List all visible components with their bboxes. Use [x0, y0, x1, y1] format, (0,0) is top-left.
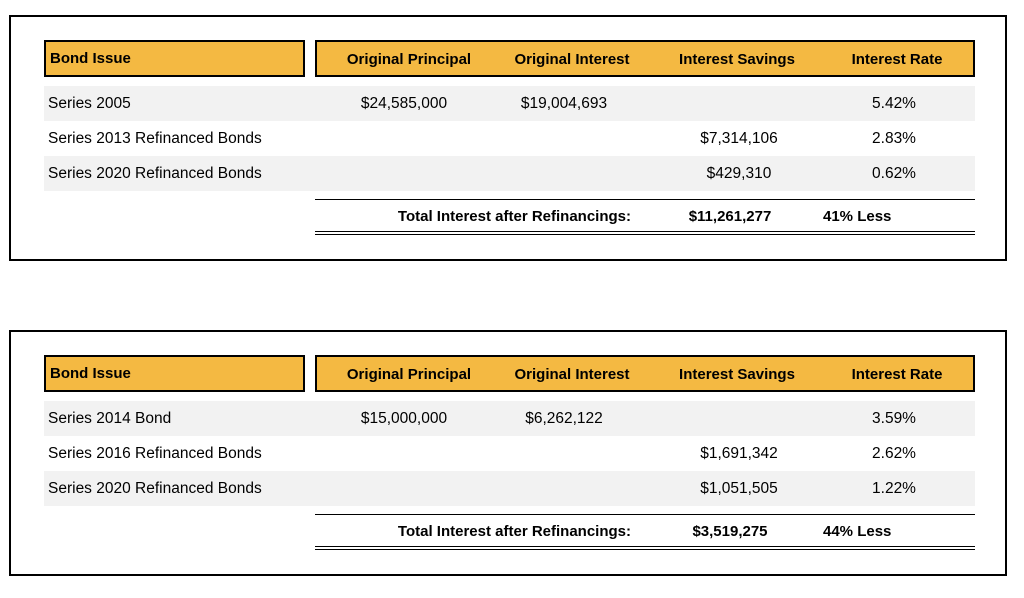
header-values	[315, 40, 975, 77]
bond-name: Series 2013 Refinanced Bonds	[48, 130, 262, 147]
total-percent-less: 44% Less	[823, 523, 892, 540]
total-row	[315, 199, 975, 235]
header-bond-issue	[44, 355, 305, 392]
original-interest: $6,262,122	[525, 410, 603, 427]
header-interest-rate: Interest Rate	[851, 51, 943, 68]
interest-rate: 2.62%	[872, 445, 916, 462]
header-values	[315, 355, 975, 392]
bond-table-2	[9, 330, 1007, 576]
original-principal: $15,000,000	[360, 410, 448, 427]
interest-savings: $1,051,505	[700, 480, 778, 497]
total-percent-less: 41% Less	[823, 208, 892, 225]
header-bond-issue-label: Bond Issue	[50, 50, 131, 67]
interest-rate: 2.83%	[872, 130, 916, 147]
bond-name: Series 2016 Refinanced Bonds	[48, 445, 262, 462]
header-original-interest: Original Interest	[514, 51, 630, 68]
interest-savings: $429,310	[706, 165, 772, 182]
original-interest: $19,004,693	[520, 95, 608, 112]
total-label: Total Interest after Refinancings:	[397, 523, 631, 540]
table-row	[44, 156, 975, 191]
bond-name: Series 2014 Bond	[48, 410, 172, 427]
table-row	[44, 121, 975, 156]
table-row	[44, 436, 975, 471]
interest-rate: 3.59%	[872, 410, 916, 427]
interest-rate: 1.22%	[872, 480, 916, 497]
bond-name: Series 2005	[48, 95, 131, 112]
header-bond-issue-label: Bond Issue	[50, 365, 131, 382]
header-interest-rate: Interest Rate	[851, 366, 943, 383]
header-interest-savings: Interest Savings	[679, 366, 795, 383]
table-row	[44, 471, 975, 506]
total-label: Total Interest after Refinancings:	[397, 208, 631, 225]
interest-savings: $1,691,342	[700, 445, 778, 462]
total-amount: $3,519,275	[692, 523, 768, 540]
interest-rate: 5.42%	[872, 95, 916, 112]
header-bond-issue	[44, 40, 305, 77]
header-original-interest: Original Interest	[514, 366, 630, 383]
table-row	[44, 86, 975, 121]
table-row	[44, 401, 975, 436]
interest-rate: 0.62%	[872, 165, 916, 182]
header-interest-savings: Interest Savings	[679, 51, 795, 68]
total-row	[315, 514, 975, 550]
bond-name: Series 2020 Refinanced Bonds	[48, 165, 262, 182]
header-original-principal: Original Principal	[346, 366, 472, 383]
original-principal: $24,585,000	[360, 95, 448, 112]
total-amount: $11,261,277	[688, 208, 772, 225]
interest-savings: $7,314,106	[700, 130, 778, 147]
header-original-principal: Original Principal	[346, 51, 472, 68]
bond-table-1	[9, 15, 1007, 261]
bond-name: Series 2020 Refinanced Bonds	[48, 480, 262, 497]
